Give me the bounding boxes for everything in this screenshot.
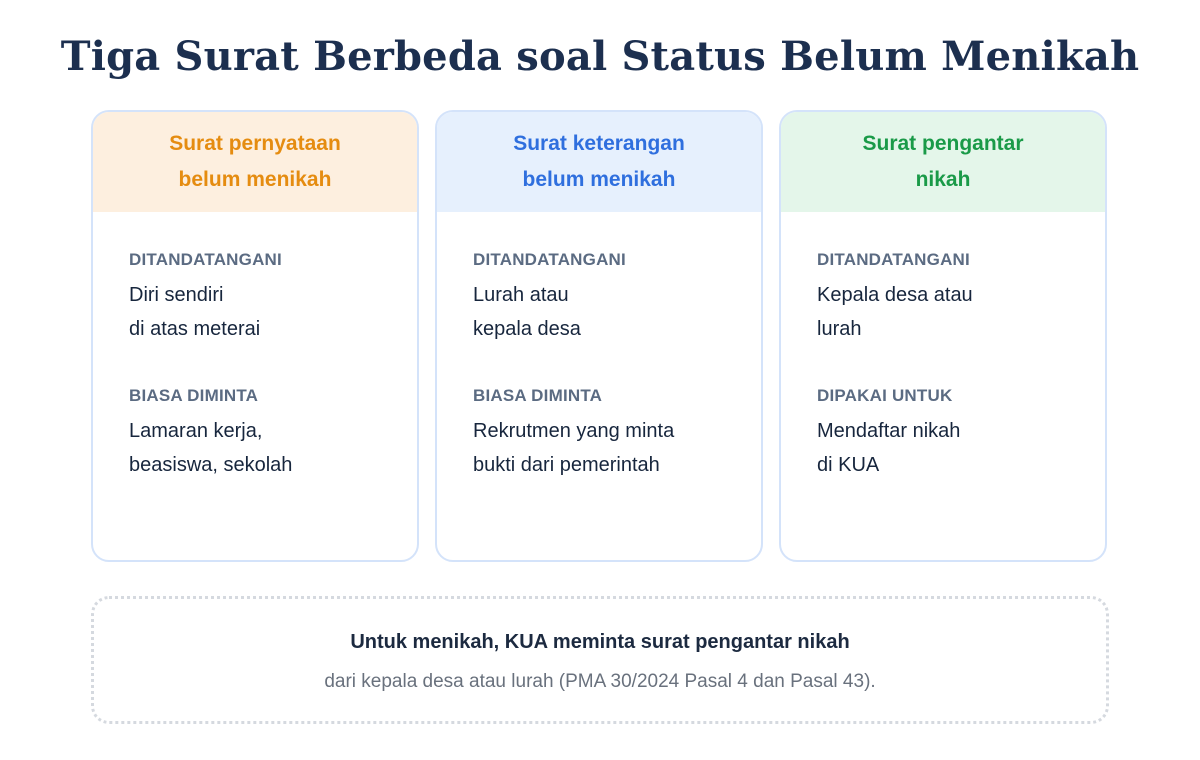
card-body (473, 248, 729, 482)
card-section (129, 384, 385, 482)
card-surat-pernyataan (91, 110, 419, 562)
card-title: Surat keterangan belum menikah (513, 132, 685, 191)
section-value: Lamaran kerja, beasiswa, sekolah (129, 420, 293, 476)
section-value: Rekrutmen yang minta bukti dari pemerintah (473, 420, 675, 476)
card-title: Surat pernyataan belum menikah (169, 132, 341, 191)
card-surat-keterangan (435, 110, 763, 562)
section-value: Kepala desa atau lurah (817, 284, 973, 340)
card-title: Surat pengantar nikah (862, 132, 1024, 191)
section-label: BIASA DIMINTA (473, 386, 603, 405)
section-label: DIPAKAI UNTUK (817, 386, 953, 405)
card-section (473, 384, 729, 482)
card-section (473, 248, 729, 346)
card-header (437, 112, 761, 212)
section-label: DITANDATANGANI (473, 250, 626, 269)
card-body (817, 248, 1073, 482)
section-label: DITANDATANGANI (129, 250, 282, 269)
section-value: Diri sendiri di atas meterai (129, 284, 261, 340)
note-headline: Untuk menikah, KUA meminta surat pengantar nikah (350, 631, 850, 653)
comparison-cards (91, 110, 1109, 565)
card-section (817, 248, 1073, 346)
card-section (817, 384, 1073, 482)
card-section (129, 248, 385, 346)
section-value: Lurah atau kepala desa (473, 284, 581, 340)
note-detail: dari kepala desa atau lurah (PMA 30/2024 Pasal 4 dan Pasal 43). (324, 671, 876, 692)
section-label: DITANDATANGANI (817, 250, 970, 269)
section-value: Mendaftar nikah di KUA (817, 420, 961, 476)
card-header (93, 112, 417, 212)
page-title: Tiga Surat Berbeda soal Status Belum Menikah (60, 33, 1140, 80)
card-surat-pengantar (779, 110, 1107, 562)
section-label: BIASA DIMINTA (129, 386, 259, 405)
card-body (129, 248, 385, 482)
footer-note-box (91, 596, 1109, 724)
card-header (781, 112, 1105, 212)
